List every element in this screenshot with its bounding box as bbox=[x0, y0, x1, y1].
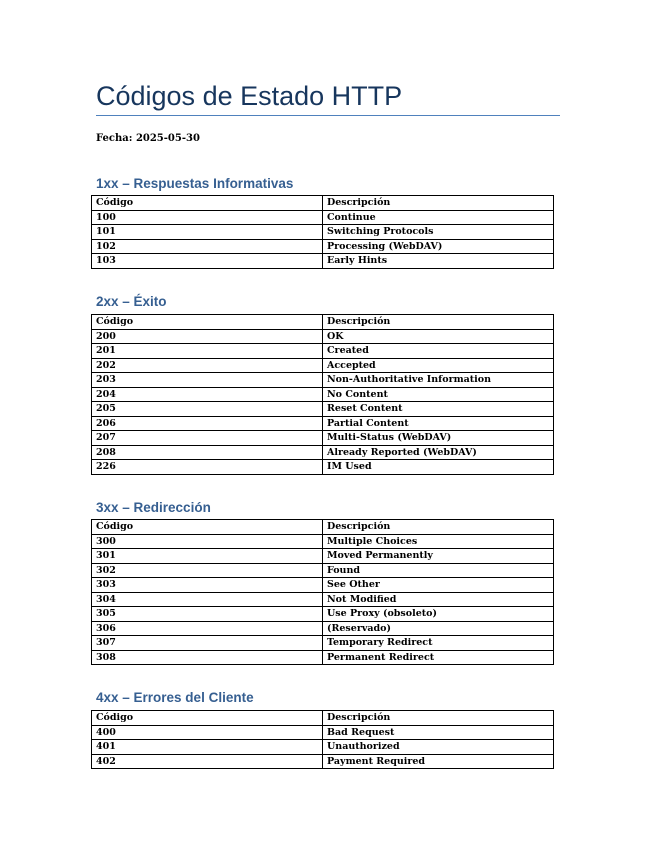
status-description-cell: Partial Content bbox=[323, 416, 554, 431]
section-heading-2xx: 2xx – Éxito bbox=[96, 294, 167, 309]
table-row bbox=[92, 239, 554, 254]
table-row bbox=[92, 607, 554, 622]
status-code-cell: 306 bbox=[92, 621, 323, 636]
table-row bbox=[92, 329, 554, 344]
table-row bbox=[92, 431, 554, 446]
table-row bbox=[92, 416, 554, 431]
table-row bbox=[92, 592, 554, 607]
table-row bbox=[92, 358, 554, 373]
status-description-cell: Accepted bbox=[323, 358, 554, 373]
status-code-cell: 202 bbox=[92, 358, 323, 373]
table-row bbox=[92, 373, 554, 388]
column-header-code: Código bbox=[92, 520, 323, 535]
status-description-cell: Non-Authoritative Information bbox=[323, 373, 554, 388]
page-title: Códigos de Estado HTTP bbox=[96, 81, 403, 111]
status-code-cell: 201 bbox=[92, 344, 323, 359]
document-date bbox=[96, 132, 200, 146]
column-header-code: Código bbox=[92, 315, 323, 330]
status-description-cell: Switching Protocols bbox=[323, 225, 554, 240]
status-description-cell: No Content bbox=[323, 387, 554, 402]
table-row bbox=[92, 754, 554, 769]
table-row bbox=[92, 402, 554, 417]
section-heading-1xx: 1xx – Respuestas Informativas bbox=[96, 176, 294, 191]
status-table-2xx bbox=[91, 314, 554, 475]
status-description-cell: Payment Required bbox=[323, 754, 554, 769]
status-description-cell: Use Proxy (obsoleto) bbox=[323, 607, 554, 622]
table-row bbox=[92, 621, 554, 636]
table-header-row bbox=[92, 520, 554, 535]
table-row bbox=[92, 578, 554, 593]
status-code-cell: 205 bbox=[92, 402, 323, 417]
status-description-cell: Unauthorized bbox=[323, 740, 554, 755]
table-row bbox=[92, 225, 554, 240]
status-table-1xx bbox=[91, 195, 554, 269]
status-code-cell: 207 bbox=[92, 431, 323, 446]
status-description-cell: Processing (WebDAV) bbox=[323, 239, 554, 254]
status-code-cell: 400 bbox=[92, 725, 323, 740]
status-description-cell: Early Hints bbox=[323, 254, 554, 269]
table-row bbox=[92, 563, 554, 578]
section-heading-4xx: 4xx – Errores del Cliente bbox=[96, 690, 254, 705]
status-code-cell: 401 bbox=[92, 740, 323, 755]
status-description-cell: Reset Content bbox=[323, 402, 554, 417]
status-code-cell: 402 bbox=[92, 754, 323, 769]
table-header-row bbox=[92, 711, 554, 726]
status-code-cell: 103 bbox=[92, 254, 323, 269]
table-row bbox=[92, 387, 554, 402]
date-label: Fecha: bbox=[96, 133, 133, 144]
status-code-cell: 102 bbox=[92, 239, 323, 254]
column-header-description: Descripción bbox=[323, 315, 554, 330]
status-description-cell: Bad Request bbox=[323, 725, 554, 740]
status-description-cell: Temporary Redirect bbox=[323, 636, 554, 651]
status-description-cell: Moved Permanently bbox=[323, 549, 554, 564]
status-code-cell: 200 bbox=[92, 329, 323, 344]
status-table-3xx bbox=[91, 519, 554, 665]
section-heading-3xx: 3xx – Redirección bbox=[96, 500, 211, 515]
table-row bbox=[92, 460, 554, 475]
status-code-cell: 226 bbox=[92, 460, 323, 475]
status-code-cell: 305 bbox=[92, 607, 323, 622]
status-description-cell: Multiple Choices bbox=[323, 534, 554, 549]
table-row bbox=[92, 210, 554, 225]
column-header-code: Código bbox=[92, 196, 323, 211]
table-row bbox=[92, 254, 554, 269]
status-code-cell: 206 bbox=[92, 416, 323, 431]
status-code-cell: 100 bbox=[92, 210, 323, 225]
status-code-cell: 101 bbox=[92, 225, 323, 240]
status-code-cell: 307 bbox=[92, 636, 323, 651]
status-description-cell: Found bbox=[323, 563, 554, 578]
status-code-cell: 304 bbox=[92, 592, 323, 607]
date-value: 2025-05-30 bbox=[135, 133, 200, 144]
status-table-4xx bbox=[91, 710, 554, 769]
table-header-row bbox=[92, 315, 554, 330]
status-code-cell: 308 bbox=[92, 650, 323, 665]
status-code-cell: 300 bbox=[92, 534, 323, 549]
column-header-description: Descripción bbox=[323, 520, 554, 535]
status-description-cell: Permanent Redirect bbox=[323, 650, 554, 665]
status-code-cell: 204 bbox=[92, 387, 323, 402]
table-row bbox=[92, 725, 554, 740]
table-header-row bbox=[92, 196, 554, 211]
column-header-description: Descripción bbox=[323, 711, 554, 726]
status-description-cell: See Other bbox=[323, 578, 554, 593]
status-description-cell: Not Modified bbox=[323, 592, 554, 607]
status-code-cell: 302 bbox=[92, 563, 323, 578]
status-description-cell: IM Used bbox=[323, 460, 554, 475]
status-code-cell: 301 bbox=[92, 549, 323, 564]
table-row bbox=[92, 740, 554, 755]
status-code-cell: 303 bbox=[92, 578, 323, 593]
table-row bbox=[92, 344, 554, 359]
status-code-cell: 203 bbox=[92, 373, 323, 388]
status-description-cell: OK bbox=[323, 329, 554, 344]
status-description-cell: Created bbox=[323, 344, 554, 359]
table-row bbox=[92, 549, 554, 564]
status-description-cell: Multi-Status (WebDAV) bbox=[323, 431, 554, 446]
table-row bbox=[92, 445, 554, 460]
column-header-description: Descripción bbox=[323, 196, 554, 211]
status-code-cell: 208 bbox=[92, 445, 323, 460]
table-row bbox=[92, 534, 554, 549]
table-row bbox=[92, 636, 554, 651]
status-description-cell: Continue bbox=[323, 210, 554, 225]
status-description-cell: (Reservado) bbox=[323, 621, 554, 636]
status-description-cell: Already Reported (WebDAV) bbox=[323, 445, 554, 460]
table-row bbox=[92, 650, 554, 665]
column-header-code: Código bbox=[92, 711, 323, 726]
title-underline bbox=[96, 115, 560, 116]
